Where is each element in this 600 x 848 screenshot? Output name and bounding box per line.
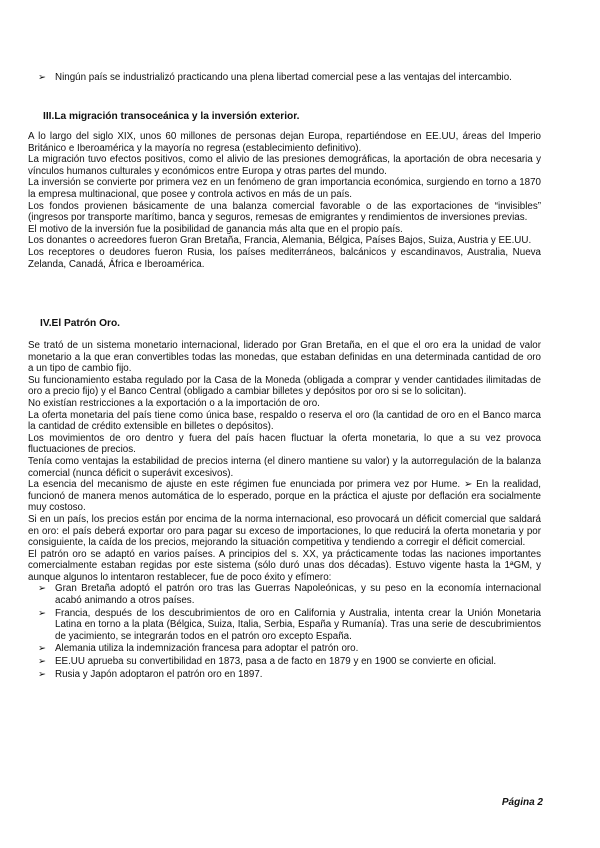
section-heading-migration: III.La migración transoceánica y la inversión exterior. (43, 111, 300, 122)
arrow-bullet-icon: ➢ (38, 607, 46, 619)
arrow-bullet-icon: ➢ (38, 656, 46, 668)
list-item (38, 608, 541, 643)
list-item (38, 669, 541, 681)
paragraph: Los fondos provienen básicamente de una balanza comercial favorable o de las exportaciones de “invisibles” (ingresos por transporte marítimo, banca y seguros, remesas de emigrantes y rendimientos de inversiones previas. (28, 200, 541, 224)
list-item (38, 583, 541, 606)
section-body-gold-standard (28, 340, 541, 681)
bullet-text: Rusia y Japón adoptaron el patrón oro en 1897. (55, 668, 263, 680)
paragraph: Los movimientos de oro dentro y fuera del país hacen fluctuar la oferta monetaria, lo que a su vez provoca fluctuaciones de precios. (28, 432, 541, 456)
section-body-migration (28, 131, 541, 270)
paragraph: El patrón oro se adaptó en varios países. A principios del s. XX, ya prácticamente todas las naciones importantes comercialmente estaban regidas por este sistema (sólo duró unas dos décadas). Estuvo vigente hasta la 1ªGM, y aunque algunos lo intentaron restablecer, fue de poco éxito y efímero: (28, 548, 541, 583)
paragraph: La esencia del mecanismo de ajuste en este régimen fue enunciada por primera vez por Hume. ➢ En la realidad, funcionó de manera menos automática de lo esperado, porque en la práctica el ajuste por deflación era socialmente muy costoso. (28, 479, 541, 514)
bullet-text: EE.UU aprueba su convertibilidad en 1873, pasa a de facto en 1879 y en 1900 se convierte en oficial. (55, 656, 497, 668)
arrow-bullet-icon: ➢ (38, 643, 46, 655)
section-heading-gold-standard: IV.El Patrón Oro. (40, 318, 121, 329)
paragraph: Tenía como ventajas la estabilidad de precios interna (el dinero mantiene su valor) y la autorregulación de la balanza comercial (nunca déficit o superávit excesivos). (28, 455, 541, 479)
paragraph: Se trató de un sistema monetario internacional, liderado por Gran Bretaña, en el que el oro era la unidad de valor monetario a la que eran convertibles todas las monedas, que estaban definidas en una determinada cantidad de oro a un tipo de cambio fijo. (28, 340, 541, 375)
arrow-bullet-icon: ➢ (38, 72, 46, 83)
list-item (38, 72, 541, 84)
bullet-text: Gran Bretaña adoptó el patrón oro tras las Guerras Napoleónicas, y su peso en la economía internacional acabó animando a otros países. (55, 583, 541, 607)
arrow-bullet-icon: ➢ (38, 583, 46, 595)
paragraph: La migración tuvo efectos positivos, como el alivio de las presiones demográficas, la aportación de obra necesaria y vínculos humanos culturales y económicos entre Europa y otras partes del mundo. (28, 154, 541, 177)
bullet-text: Ningún país se industrializó practicando una plena libertad comercial pese a las ventajas del intercambio. (55, 72, 512, 83)
intro-bullets (38, 72, 541, 85)
list-item (38, 656, 541, 668)
paragraph: El motivo de la inversión fue la posibilidad de ganancia más alta que en el propio país. (28, 223, 403, 235)
list-item (38, 643, 541, 655)
bullet-text: Alemania utiliza la indemnización francesa para adoptar el patrón oro. (55, 643, 359, 655)
paragraph: Los receptores o deudores fueron Rusia, los países mediterráneos, balcánicos y escandinavos, Australia, Nueva Zelanda, Canadá, África e Iberoamérica. (28, 246, 541, 270)
paragraph: Los donantes o acreedores fueron Gran Bretaña, Francia, Alemania, Bélgica, Países Bajos, Suiza, Austria y EE.UU. (28, 235, 532, 247)
paragraph: La inversión se convierte por primera vez en un fenómeno de gran importancia económica, surgiendo en torno a 1870 la empresa multinacional, que posee y controla activos en más de un país. (28, 177, 541, 200)
arrow-bullet-icon: ➢ (38, 668, 46, 680)
paragraph: A lo largo del siglo XIX, unos 60 millones de personas dejan Europa, repartiéndose en EE.UU, áreas del Imperio Británico e Iberoamérica y la mayoría no regresa (establecimiento definitivo). (28, 131, 541, 154)
bullet-text: Francia, después de los descubrimientos de oro en California y Australia, intenta crear la Unión Monetaria Latina en torno a la plata (Bélgica, Suiza, Italia, Serbia, España y Rumanía). Tras una serie de descubrimientos de yacimiento, se integrarán todos en el patrón oro excepto España. (55, 607, 541, 642)
page-number: Página 2 (501, 797, 543, 808)
paragraph: La oferta monetaria del país tiene como única base, respaldo o reserva el oro (la cantidad de oro en el Banco marca la cantidad de crédito extensible en billetes o depósitos). (28, 409, 541, 433)
paragraph: Si en un país, los precios están por encima de la norma internacional, eso provocará un déficit comercial que saldará en oro: el país deberá exportar oro para pagar su exceso de importaciones, lo que reducirá la oferta monetaria y por consiguiente, la caída de los precios, mejorando la situación competitiva y tendiendo a corregir el déficit comercial. (28, 513, 541, 549)
paragraph: Su funcionamiento estaba regulado por la Casa de la Moneda (obligada a comprar y vender cantidades ilimitadas de oro a precio fijo) y el Banco Central (obligado a cambiar billetes y depósitos por oro si se lo solicitan). (28, 374, 541, 398)
paragraph: No existían restricciones a la exportación o a la importación de oro. (28, 397, 320, 409)
